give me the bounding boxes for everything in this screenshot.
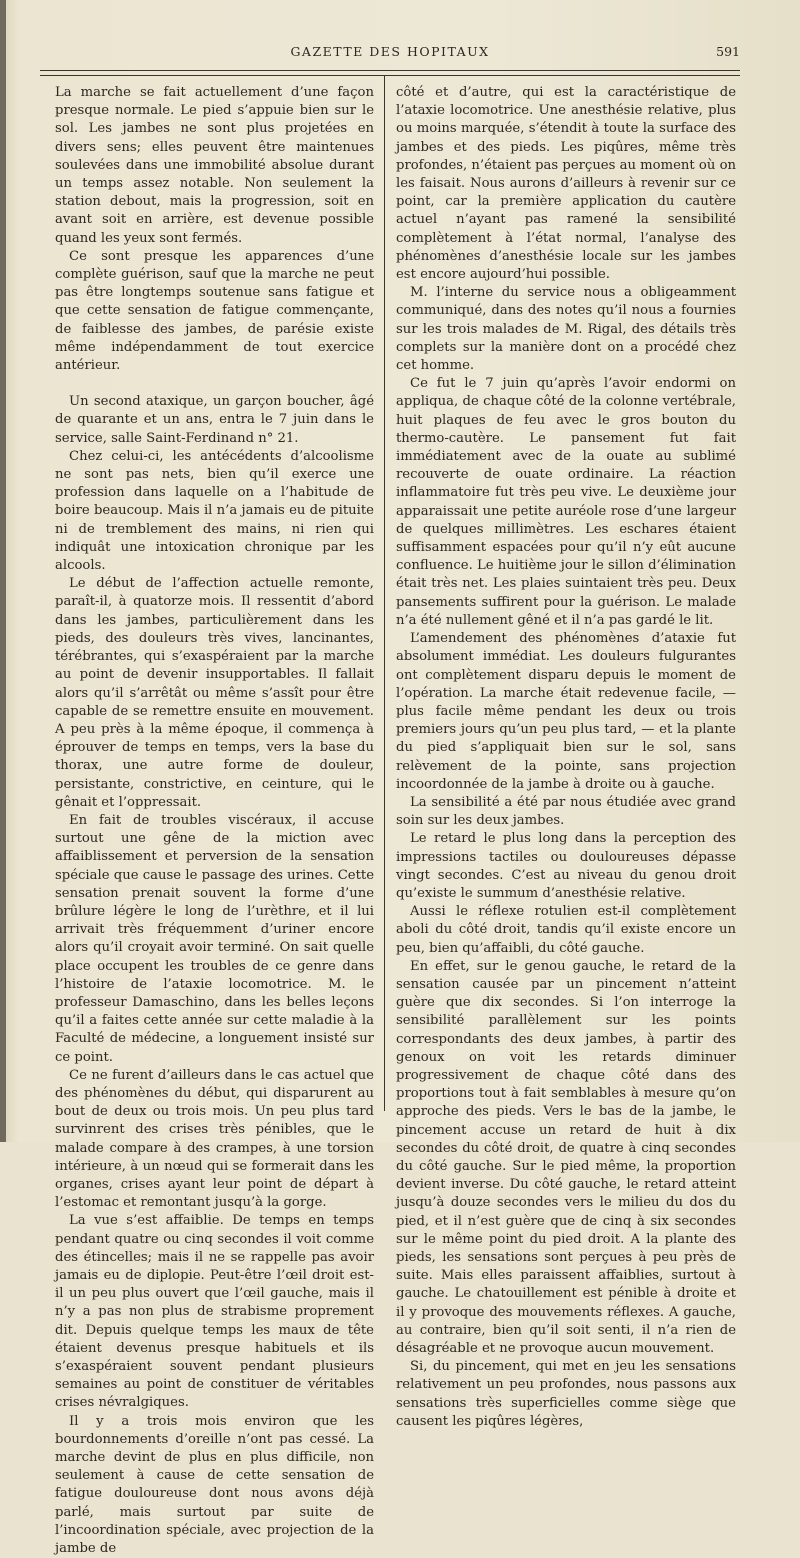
paragraph: En effet, sur le genou gauche, le retard de la sensation causée par un pincement n’atteint guère que dix secondes. Si l’on interroge la sensibilité parallèlement sur les points correspondants des deux jambes, à partir des genoux on voit les retards diminuer progressivement de chaque côté dans des proportions tout à fait semblables à mesure qu’on approche des pieds. Vers le bas de la jambe, le pincement accuse un retard de huit à dix secondes du côté droit, de quatre à cinq secondes du côté gauche. Sur le pied même, la proportion devient inverse. Du côté gauche, le retard atteint jusqu’à douze secondes vers le milieu du dos du pied, et il n’est guère que de cinq à six secondes sur le même point du pied droit. A la plante des pieds, les sensations sont perçues à peu près de suite. Mais elles paraissent affaiblies, surtout à gauche. Le chatouillement est pénible à droite et il y provoque des mouvements réflexes. A gauche, au contraire, bien qu’il soit senti, il n’a rien de désagréable et ne provoque aucun mouvement. bbox=[396, 958, 736, 1357]
paragraph: En fait de troubles viscéraux, il accuse surtout une gêne de la miction avec affaiblissement et perversion de la sensation spéciale que cause le passage des urines. Cette sensation prenait souvent la forme d’une brûlure légère le long de l’urèthre, et il lui arrivait très fréquemment d’uriner encore alors qu’il croyait avoir terminé. On sait quelle place occupent les troubles de ce genre dans l’histoire de l’ataxie locomotrice. M. le professeur Damaschino, dans les belles leçons qu’il a faites cette année sur cette maladie à la Faculté de médecine, a longuement insisté sur ce point. bbox=[55, 812, 374, 1065]
paragraph: Si, du pincement, qui met en jeu les sensations relativement un peu profondes, nous passons aux sensations très superficielles comme siège que causent les piqûres légères, bbox=[396, 1359, 736, 1429]
paragraph: L’amendement des phénomènes d’ataxie fut absolument immédiat. Les douleurs fulgurantes ont complètement disparu depuis le moment de l’opération. La marche était redevenue facile, — plus facile même pendant les deux ou trois premiers jours qu’un peu plus tard, — et la plante du pied s’appliquait bien sur le sol, sans relèvement de la pointe, sans projection incoordonnée de la jambe à droite ou à gauche. bbox=[396, 631, 736, 792]
paragraph: Il y a trois mois environ que les bourdonnements d’oreille n’ont pas cessé. La marche devint de plus en plus difficile, non seulement à cause de cette sensation de fatigue douloureuse dont nous avons déjà parlé, mais surtout par suite de l’incoordination spéciale, avec projection de la jambe de bbox=[55, 1413, 374, 1557]
paragraph: Aussi le réflexe rotulien est-il complètement aboli du côté droit, tandis qu’il existe encore un peu, bien qu’affaibli, du côté gauche. bbox=[396, 904, 736, 956]
paragraph: La marche se fait actuellement d’une façon presque normale. Le pied s’appuie bien sur le sol. Les jambes ne sont plus projetées en divers sens; elles peuvent être maintenues soulevées dans une immobilité absolue durant un temps assez notable. Non seulement la station debout, mais la progression, soit en avant soit en arrière, est devenue possible quand les yeux sont fermés. bbox=[55, 85, 374, 246]
left-column bbox=[55, 84, 374, 1558]
paragraph: Ce sont presque les apparences d’une complète guérison, sauf que la marche ne peut pas être longtemps soutenue sans fatigue et que cette sensation de fatigue commençante, de faiblesse des jambes, de parésie existe même indépendamment de tout exercice antérieur. bbox=[55, 248, 374, 374]
paragraph: Le début de l’affection actuelle remonte, paraît-il, à quatorze mois. Il ressentit d’abord dans les jambes, particulièrement dans les pieds, des douleurs très vives, lancinantes, térébrantes, qui s’exaspéraient par la marche au point de devenir insupportables. Il fallait alors qu’il s’arrêtât ou même s’assît pour être capable de se remettre ensuite en mouvement. A peu près à la même époque, il commença à éprouver de temps en temps, vers la base du thorax, une autre forme de douleur, persistante, constrictive, en ceinture, qui le gênait et l’oppressait. bbox=[55, 576, 374, 810]
paragraph: Chez celui-ci, les antécédents d’alcoolisme ne sont pas nets, bien qu’il exerce une profession dans laquelle on a l’habitude de boire beaucoup. Mais il n’a jamais eu de pituite ni de tremblement des mains, ni rien qui indiquât une intoxication chronique par les alcools. bbox=[55, 448, 374, 574]
paragraph: côté et d’autre, qui est la caractéristique de l’ataxie locomotrice. Une anesthésie relative, plus ou moins marquée, s’étendit à toute la surface des jambes et des pieds. Les piqûres, même très profondes, n’étaient pas perçues au moment où on les faisait. Nous aurons d’ailleurs à revenir sur ce point, car la première application du cautère actuel n’ayant pas ramené la sensibilité complètement à l’état normal, l’analyse des phénomènes d’anesthésie locale sur les jambes est encore aujourd’hui possible. bbox=[396, 85, 736, 283]
paragraph: Le retard le plus long dans la perception des impressions tactiles ou douloureuses dépasse vingt secondes. C’est au niveau du genou droit qu’existe le summum d’anesthésie relative. bbox=[396, 831, 736, 901]
running-title: GAZETTE DES HOPITAUX bbox=[290, 44, 490, 59]
paragraph: La vue s’est affaiblie. De temps en temps pendant quatre ou cinq secondes il voit comme des étincelles; mais il ne se rappelle pas avoir jamais eu de diplopie. Peut-être l’œil droit est-il un peu plus ouvert que l’œil gauche, mais il n’y a pas non plus de strabisme proprement dit. Depuis quelque temps les maux de tête étaient devenus presque habituels et ils s’exaspéraient souvent pendant plusieurs semaines au point de constituer de véritables crises névralgiques. bbox=[55, 1213, 374, 1411]
paragraph: Ce fut le 7 juin qu’après l’avoir endormi on appliqua, de chaque côté de la colonne vertébrale, huit plaques de feu avec le gros bouton du thermo-cautère. Le pansement fut fait immédiatement avec de la ouate au sublimé recouverte de ouate ordinaire. La réaction inflammatoire fut très peu vive. Le deuxième jour apparaissait une petite auréole rose d’une largeur de quelques millimètres. Les eschares étaient suffisamment espacées pour qu’il n’y eût aucune confluence. Le huitième jour le sillon d’élimination était très net. Les plaies suintaient très peu. Deux pansements suffirent pour la guérison. Le malade n’a été nullement gêné et il n’a pas gardé le lit. bbox=[396, 376, 736, 628]
column-divider bbox=[384, 76, 385, 1111]
page-number: 591 bbox=[716, 44, 740, 59]
paragraph: M. l’interne du service nous a obligeamment communiqué, dans des notes qu’il nous a fournies sur les trois malades de M. Rigal, des détails très complets sur la manière dont on a procédé chez cet homme. bbox=[396, 285, 736, 374]
header-rule bbox=[40, 70, 740, 76]
paragraph: Un second ataxique, un garçon boucher, âgé de quarante et un ans, entra le 7 juin dans le service, salle Saint-Ferdinand n° 21. bbox=[55, 394, 374, 446]
binding-edge bbox=[0, 0, 6, 1142]
page-header bbox=[40, 44, 740, 64]
paragraph: La sensibilité a été par nous étudiée avec grand soin sur les deux jambes. bbox=[396, 794, 736, 829]
right-column bbox=[396, 84, 736, 1431]
paragraph: Ce ne furent d’ailleurs dans le cas actuel que des phénomènes du début, qui disparurent au bout de deux ou trois mois. Un peu plus tard survinrent des crises très pénibles, que le malade compare à des crampes, à une torsion intérieure, à un nœud qui se formerait dans les organes, crises ayant leur point de départ à l’estomac et remontant jusqu’à la gorge. bbox=[55, 1067, 374, 1211]
